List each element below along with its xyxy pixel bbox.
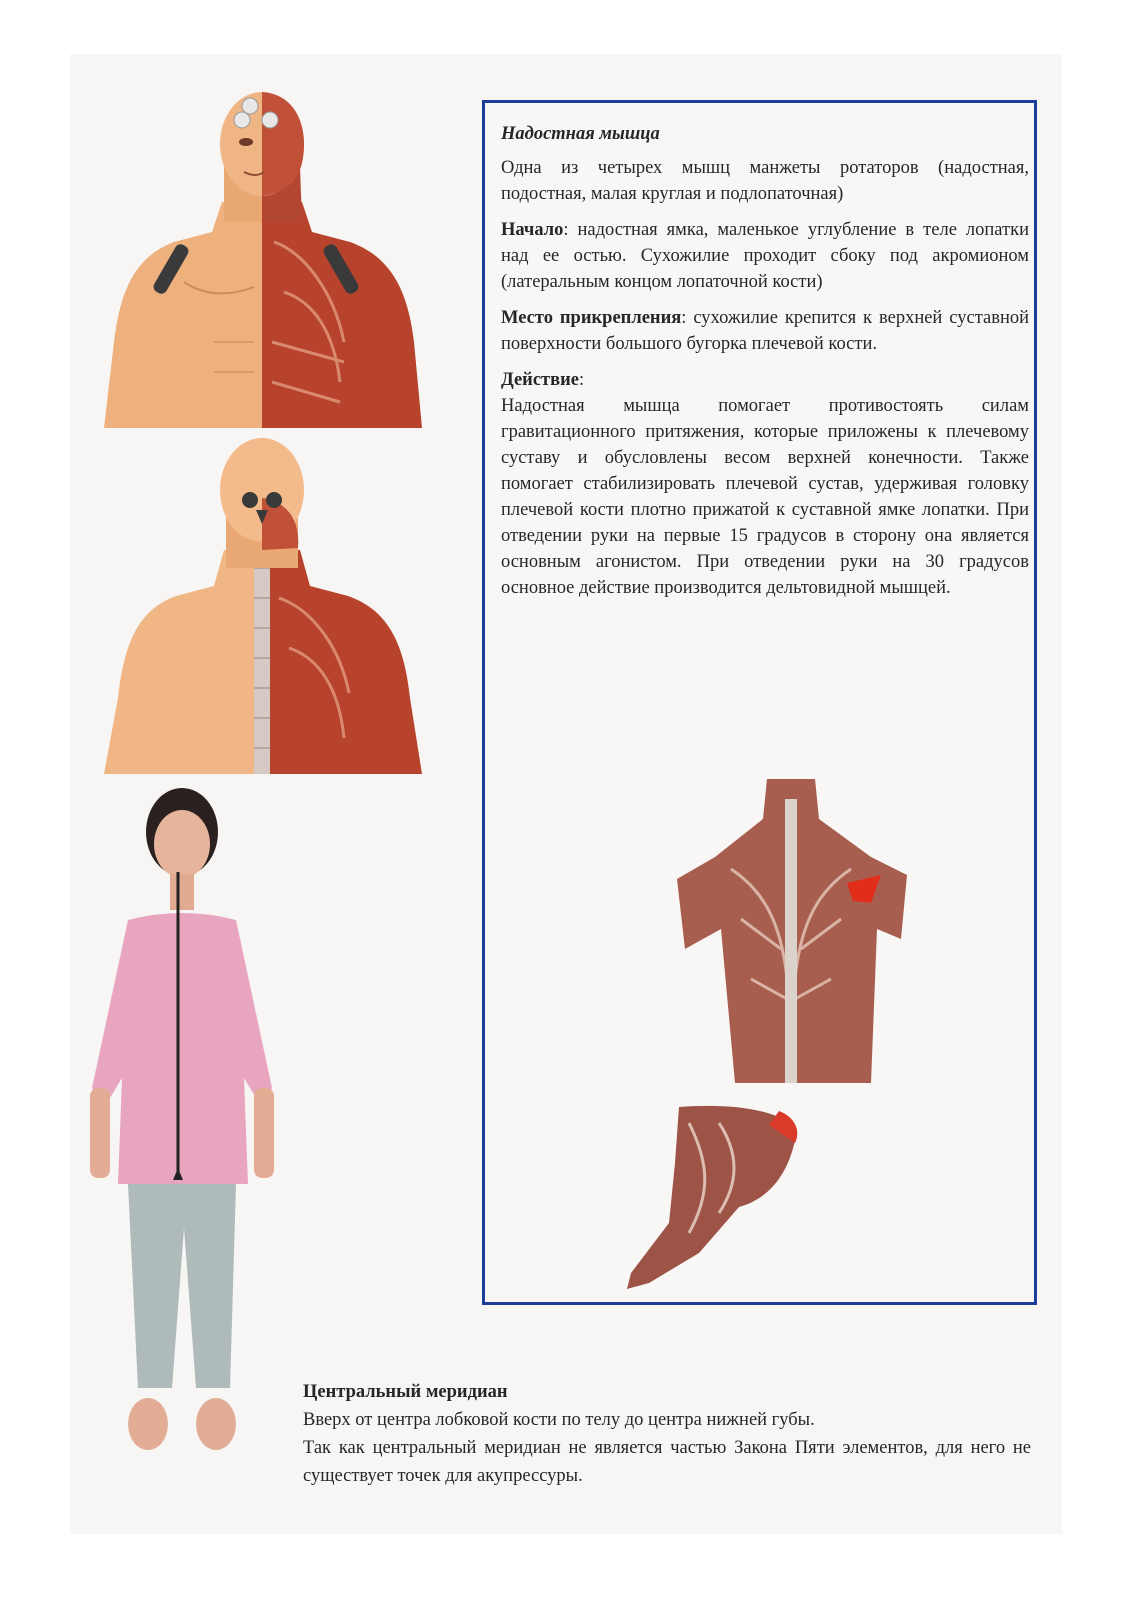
- insertion-label: Место прикрепления: [501, 308, 682, 328]
- meridian-line-2: Так как центральный меридиан не является частью Закона Пяти элементов, для него не существует точек для акупрессуры.: [303, 1438, 1031, 1486]
- meridian-title: Центральный меридиан: [303, 1382, 508, 1402]
- central-meridian-section: [303, 1378, 1031, 1490]
- action-heading: [501, 367, 1029, 393]
- origin-separator: :: [563, 220, 569, 240]
- meridian-photo: [84, 788, 280, 1456]
- origin-text: надостная ямка, маленькое углубление в теле лопатки над ее остью. Сухожилие проходит сбоку под акромионом (латеральным концом лопаточной кости): [501, 220, 1029, 292]
- meridian-line-1: Вверх от центра лобковой кости по телу до центра нижней губы.: [303, 1410, 815, 1430]
- supraspinatus-info-box: [482, 100, 1037, 1305]
- action-separator: :: [578, 370, 585, 390]
- arm-muscles-illustration: [619, 1103, 807, 1289]
- origin-label: Начало: [501, 220, 564, 240]
- insertion-separator: :: [681, 308, 687, 328]
- action-label: Действие: [501, 370, 579, 390]
- back-muscles-illustration: [671, 779, 911, 1083]
- front-anatomy-figure: [104, 92, 422, 428]
- action-paragraph: Надостная мышца помогает противостоять силам гравитационного притяжения, которые приложены к плечевому суставу и обусловлены весом верхней конечности. Также помогает стабилизировать плечевой сустав, удерживая головку плечевой кости плотно прижатой к суставной ямке лопатки. При отведении руки на первые 15 градусов в сторону она является основным агонистом. При отведении руки на 30 градусов основное действие производится дельтовидной мышцей.: [501, 396, 1029, 598]
- insertion-text: сухожилие крепится к верхней суставной поверхности большого бугорка плечевой кости.: [501, 308, 1030, 354]
- back-anatomy-figure: [104, 438, 422, 774]
- insertion-paragraph: [501, 305, 1029, 357]
- origin-paragraph: [501, 217, 1029, 295]
- intro-paragraph: Одна из четырех мышц манжеты ротаторов (надостная, подостная, малая круглая и подлопаточная): [501, 158, 1029, 204]
- info-text: [501, 121, 1029, 611]
- info-title: Надостная мышца: [501, 124, 660, 144]
